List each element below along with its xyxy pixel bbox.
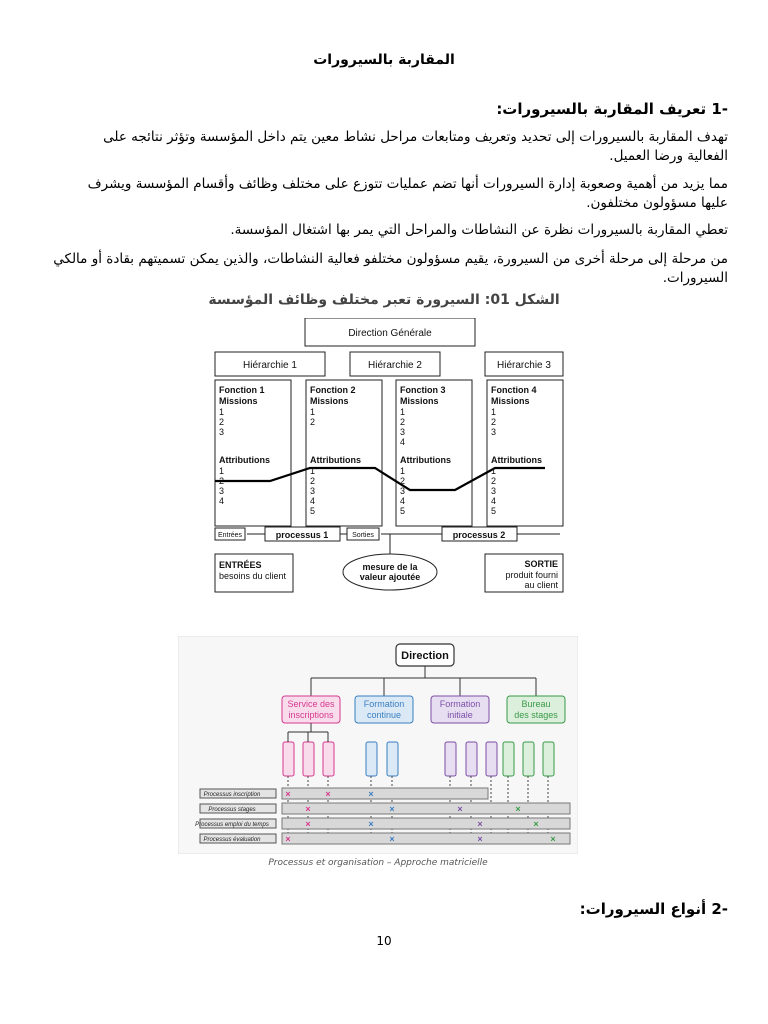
cross-mark: × bbox=[368, 789, 374, 799]
entrees-subtitle: besoins du client bbox=[219, 571, 287, 581]
cross-mark: × bbox=[285, 834, 291, 844]
hierarchy-label: Hiérarchie 1 bbox=[243, 360, 297, 371]
unit-box bbox=[387, 742, 398, 776]
attributions-label: Attributions bbox=[491, 455, 542, 465]
processus-1-label: processus 1 bbox=[275, 530, 329, 540]
cross-mark: × bbox=[389, 804, 395, 814]
mission-number: 2 bbox=[219, 417, 225, 427]
process-bar bbox=[282, 788, 488, 799]
attribution-number: 5 bbox=[310, 506, 316, 516]
paragraph-line: تهدف المقاربة بالسيرورات إلى تحديد وتعريف ومتابعات مراحل نشاط معين يتم داخل المؤسسة وتؤثر نتائجه على bbox=[103, 129, 728, 145]
attribution-number: 2 bbox=[491, 476, 497, 486]
attribution-number: 4 bbox=[219, 496, 225, 506]
attribution-number: 1 bbox=[400, 466, 406, 476]
unit-box bbox=[323, 742, 334, 776]
mission-number: 1 bbox=[400, 407, 406, 417]
mission-number: 2 bbox=[310, 417, 316, 427]
attribution-number: 1 bbox=[310, 466, 316, 476]
missions-label: Missions bbox=[491, 396, 530, 406]
figure-2-diagram bbox=[178, 636, 578, 854]
unit-box bbox=[486, 742, 497, 776]
section-title: أنواع السيرورات: bbox=[579, 900, 707, 918]
function-label: Fonction 4 bbox=[491, 385, 537, 395]
paragraph-line: عليها مسؤولون مختلفون. bbox=[586, 195, 728, 211]
attribution-number: 3 bbox=[310, 486, 316, 496]
process-label: Processus stages bbox=[208, 807, 256, 813]
process-bar bbox=[282, 803, 570, 814]
mission-number: 3 bbox=[400, 427, 406, 437]
department-label: Service des bbox=[287, 699, 335, 709]
cross-mark: × bbox=[457, 804, 463, 814]
direction-label: Direction bbox=[401, 650, 449, 662]
function-label: Fonction 2 bbox=[310, 385, 356, 395]
unit-box bbox=[523, 742, 534, 776]
attribution-number: 5 bbox=[491, 506, 497, 516]
unit-box bbox=[466, 742, 477, 776]
paragraph-line: تعطي المقاربة بالسيرورات نظرة عن النشاطات والمراحل التي يمر بها اشتغال المؤسسة. bbox=[230, 222, 728, 238]
process-bar bbox=[282, 833, 570, 844]
unit-box bbox=[303, 742, 314, 776]
figure-2-caption: Processus et organisation – Approche matricielle bbox=[268, 858, 488, 868]
paragraph-line: مما يزيد من أهمية وصعوبة إدارة السيرورات أنها تضم عمليات تتوزع على مختلف وظائف وأقسام المؤسسة ويشرف bbox=[87, 176, 728, 192]
unit-box bbox=[445, 742, 456, 776]
paragraph-4 bbox=[52, 250, 728, 288]
hierarchy-label: Hiérarchie 2 bbox=[368, 360, 422, 371]
department-label: Bureau bbox=[521, 699, 551, 709]
department-label: Formation bbox=[439, 699, 481, 709]
missions-label: Missions bbox=[219, 396, 258, 406]
attribution-number: 4 bbox=[310, 496, 316, 506]
cross-mark: × bbox=[477, 819, 483, 829]
mesure-label: valeur ajoutée bbox=[359, 572, 421, 582]
hierarchy-label: Hiérarchie 3 bbox=[497, 360, 551, 371]
sortie-line: produit fourni bbox=[505, 570, 558, 580]
attribution-number: 3 bbox=[491, 486, 497, 496]
attribution-number: 1 bbox=[219, 466, 225, 476]
mission-number: 1 bbox=[310, 407, 316, 417]
attribution-number: 2 bbox=[400, 476, 406, 486]
function-label: Fonction 3 bbox=[400, 385, 446, 395]
figure-1-diagram bbox=[210, 318, 570, 600]
attributions-label: Attributions bbox=[219, 455, 270, 465]
section-heading-definition bbox=[128, 100, 728, 118]
process-label: Processus inscription bbox=[203, 792, 261, 798]
figure-1-caption: الشكل 01: السيرورة تعبر مختلف وظائف المؤسسة bbox=[208, 292, 560, 308]
missions-label: Missions bbox=[400, 396, 439, 406]
attribution-number: 5 bbox=[400, 506, 406, 516]
cross-mark: × bbox=[305, 804, 311, 814]
mission-number: 2 bbox=[400, 417, 406, 427]
sorties-small-label: Sorties bbox=[352, 532, 374, 539]
department-label: continue bbox=[366, 710, 402, 720]
mission-number: 4 bbox=[400, 437, 406, 447]
section-number: -1 bbox=[711, 100, 728, 118]
unit-box bbox=[366, 742, 377, 776]
cross-mark: × bbox=[533, 819, 539, 829]
mission-number: 1 bbox=[219, 407, 225, 417]
cross-mark: × bbox=[389, 834, 395, 844]
attribution-number: 2 bbox=[310, 476, 316, 486]
attribution-number: 3 bbox=[219, 486, 225, 496]
mission-number: 2 bbox=[491, 417, 497, 427]
mission-number: 3 bbox=[491, 427, 497, 437]
cross-mark: × bbox=[285, 789, 291, 799]
paragraph-2 bbox=[52, 175, 728, 213]
unit-box bbox=[503, 742, 514, 776]
page-number: 10 bbox=[376, 934, 392, 948]
cross-mark: × bbox=[515, 804, 521, 814]
cross-mark: × bbox=[305, 819, 311, 829]
attribution-number: 2 bbox=[219, 476, 225, 486]
direction-label: Direction Générale bbox=[348, 328, 432, 339]
page-title: المقاربة بالسيرورات bbox=[313, 52, 455, 68]
section-number: -2 bbox=[711, 900, 728, 918]
department-label: Formation bbox=[363, 699, 405, 709]
attribution-number: 3 bbox=[400, 486, 406, 496]
cross-mark: × bbox=[477, 834, 483, 844]
unit-box bbox=[283, 742, 294, 776]
cross-mark: × bbox=[368, 819, 374, 829]
section-title: تعريف المقاربة بالسيرورات: bbox=[496, 100, 707, 118]
attributions-label: Attributions bbox=[310, 455, 361, 465]
paragraph-1 bbox=[52, 128, 728, 166]
attribution-number: 4 bbox=[400, 496, 406, 506]
process-label: Processus évaluation bbox=[203, 837, 261, 843]
mission-number: 3 bbox=[219, 427, 225, 437]
function-label: Fonction 1 bbox=[219, 385, 265, 395]
mesure-label: mesure de la bbox=[362, 562, 418, 572]
section-heading-types bbox=[128, 900, 728, 918]
department-label: initiale bbox=[447, 710, 473, 720]
missions-label: Missions bbox=[310, 396, 349, 406]
paragraph-line: الفعالية ورضا العميل. bbox=[609, 148, 728, 164]
attribution-number: 1 bbox=[491, 466, 497, 476]
department-label: inscriptions bbox=[288, 710, 334, 720]
mission-number: 1 bbox=[491, 407, 497, 417]
sortie-line: au client bbox=[524, 580, 558, 590]
attribution-number: 4 bbox=[491, 496, 497, 506]
processus-2-label: processus 2 bbox=[452, 530, 506, 540]
unit-box bbox=[543, 742, 554, 776]
process-bar bbox=[282, 818, 570, 829]
process-label: Processus emploi du temps bbox=[195, 822, 269, 828]
sortie-title: SORTIE bbox=[524, 559, 558, 569]
entrees-title: ENTRÉES bbox=[219, 560, 262, 570]
cross-mark: × bbox=[325, 789, 331, 799]
entrees-small-label: Entrées bbox=[217, 532, 243, 539]
paragraph-line: من مرحلة إلى مرحلة أخرى من السيرورة، يقيم مسؤولون مختلفو فعالية النشاطات، والذين يمكن تسميتهم بقادة أو مالكي bbox=[53, 251, 728, 267]
paragraph-line: السيرورات. bbox=[662, 270, 728, 286]
department-label: des stages bbox=[514, 710, 558, 720]
paragraph-3 bbox=[52, 221, 728, 240]
cross-mark: × bbox=[550, 834, 556, 844]
attributions-label: Attributions bbox=[400, 455, 451, 465]
